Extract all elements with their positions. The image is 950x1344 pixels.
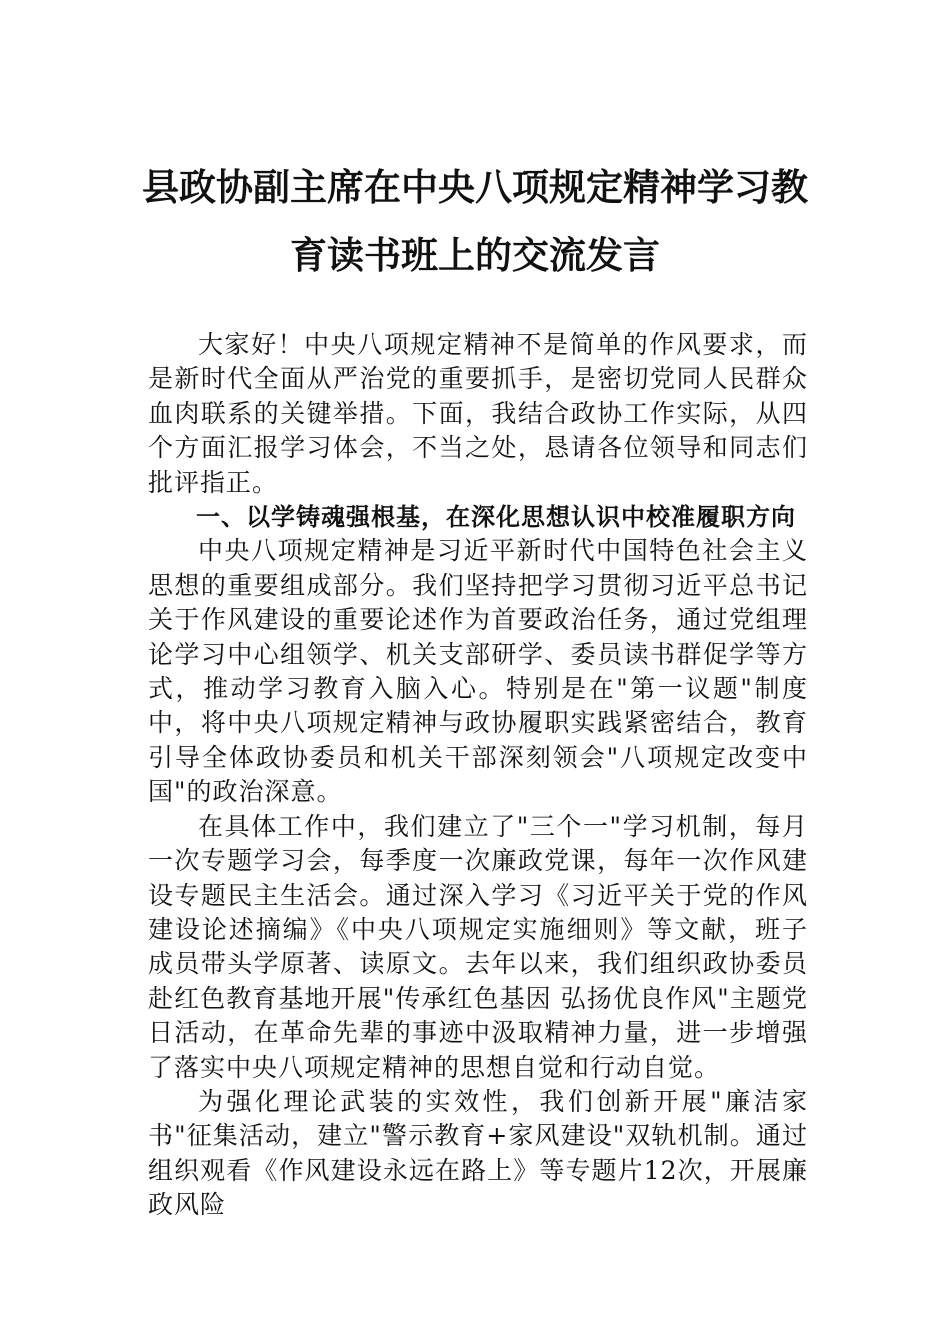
document-body xyxy=(148,328,808,1223)
document-title-line-1: 县政协副主席在中央八项规定精神学习教 xyxy=(142,165,808,209)
paragraph-2: 中央八项规定精神是习近平新时代中国特色社会主义思想的重要组成部分。我们坚持把学习贯彻习近平总书记关于作风建设的重要论述作为首要政治任务，通过党组理论学习中心组领学、机关支部研学、委员读书群促学等方式，推动学习教育入脑入心。特别是在"第一议题"制度中，将中央八项规定精神与政协履职实践紧密结合，教育引导全体政协委员和机关干部深刻领会"八项规定改变中国"的政治深意。 xyxy=(148,536,808,807)
paragraph-4: 为强化理论武装的实效性，我们创新开展"廉洁家书"征集活动，建立"警示教育+家风建设"双轨机制。通过组织观看《作风建设永远在路上》等专题片12次，开展廉政风险 xyxy=(148,1086,808,1220)
paragraph-opening: 大家好！中央八项规定精神不是简单的作风要求，而是新时代全面从严治党的重要抓手，是密切党同人民群众血肉联系的关键举措。下面，我结合政协工作实际，从四个方面汇报学习体会，不当之处，恳请各位领导和同志们批评指正。 xyxy=(148,330,808,497)
paragraph-3: 在具体工作中，我们建立了"三个一"学习机制，每月一次专题学习会，每季度一次廉政党课，每年一次作风建设专题民主生活会。通过深入学习《习近平关于党的作风建设论述摘编》《中央八项规定实施细则》等文献，班子成员带头学原著、读原文。去年以来，我们组织政协委员赴红色教育基地开展"传承红色基因 弘扬优良作风"主题党日活动，在革命先辈的事迹中汲取精神力量，进一步增强了落实中央八项规定精神的思想自觉和行动自觉。 xyxy=(148,811,808,1082)
document-title-line-2: 育读书班上的交流发言 xyxy=(290,233,660,277)
section-heading-1: 一、以学铸魂强根基，在深化思想认识中校准履职方向 xyxy=(196,503,796,532)
